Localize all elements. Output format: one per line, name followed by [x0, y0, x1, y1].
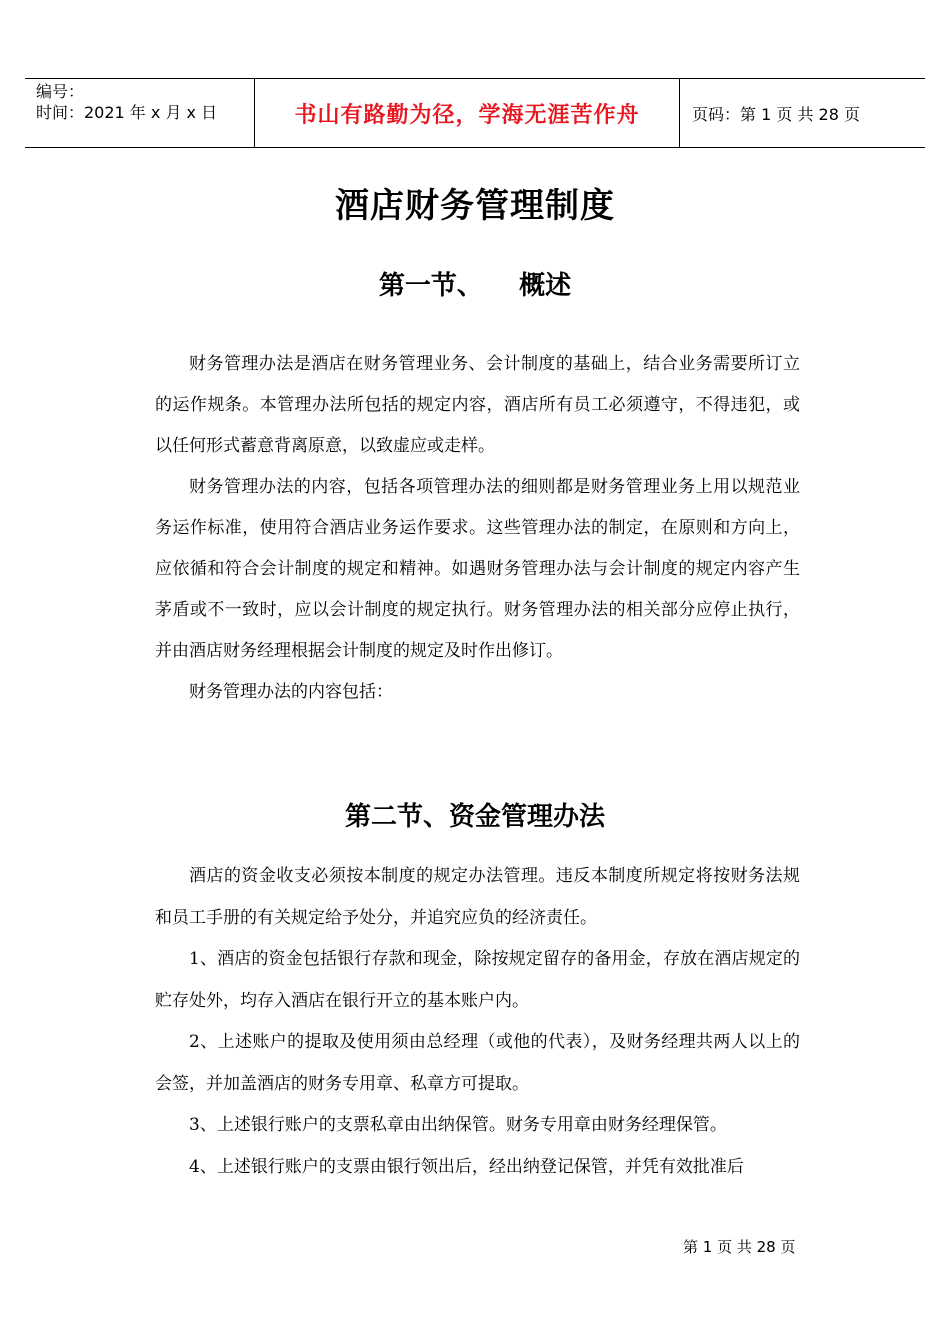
section-overview-body — [155, 344, 800, 713]
document-title: 酒店财务管理制度 — [335, 186, 615, 226]
paragraph: 1、酒店的资金包括银行存款和现金，除按规定留存的备用金，存放在酒店规定的贮存处外，均存入酒店在银行开立的基本账户内。 — [155, 949, 800, 1011]
page-footer: 第 1 页 共 28 页 — [683, 1238, 796, 1256]
paragraph: 2、上述账户的提取及使用须由总经理（或他的代表），及财务经理共两人以上的会签，并加盖酒店的财务专用章、私章方可提取。 — [155, 1032, 800, 1094]
paragraph: 3、上述银行账户的支票私章由出纳保管。财务专用章由财务经理保管。 — [189, 1115, 727, 1135]
document-number-label: 编号： — [36, 82, 85, 101]
header-page-cell — [680, 79, 925, 147]
paragraph: 财务管理办法是酒店在财务管理业务、会计制度的基础上，结合业务需要所订立的运作规条。本管理办法所包括的规定内容，酒店所有员工必须遵守，不得违犯，或以任何形式蓄意背离原意，以致虚应或走样。 — [155, 354, 800, 456]
section-heading-fund-management: 第二节、资金管理办法 — [344, 802, 605, 832]
section-heading-overview: 第一节、 概述 — [378, 271, 572, 301]
paragraph: 酒店的资金收支必须按本制度的规定办法管理。违反本制度所规定将按财务法规和员工手册的有关规定给予处分，并追究应负的经济责任。 — [155, 866, 800, 928]
header-motto: 书山有路勤为径，学海无涯苦作舟 — [294, 102, 640, 128]
section-fund-management-body — [155, 856, 800, 1188]
paragraph: 财务管理办法的内容包括： — [189, 682, 393, 702]
paragraph: 4、上述银行账户的支票由银行领出后，经出纳登记保管，并凭有效批准后 — [189, 1156, 744, 1177]
document-date: 时间：2021 年 x 月 x 日 — [36, 103, 218, 122]
document-header — [25, 78, 925, 148]
header-motto-cell — [254, 79, 680, 147]
header-page-info: 页码：第 1 页 共 28 页 — [692, 104, 860, 124]
paragraph: 财务管理办法的内容，包括各项管理办法的细则都是财务管理业务上用以规范业务运作标准，使用符合酒店业务运作要求。这些管理办法的制定，在原则和方向上，应依循和符合会计制度的规定和精神。如遇财务管理办法与会计制度的规定内容产生茅盾或不一致时，应以会计制度的规定执行。财务管理办法的相关部分应停止执行，并由酒店财务经理根据会计制度的规定及时作出修订。 — [155, 477, 800, 661]
header-meta-cell — [25, 79, 254, 147]
